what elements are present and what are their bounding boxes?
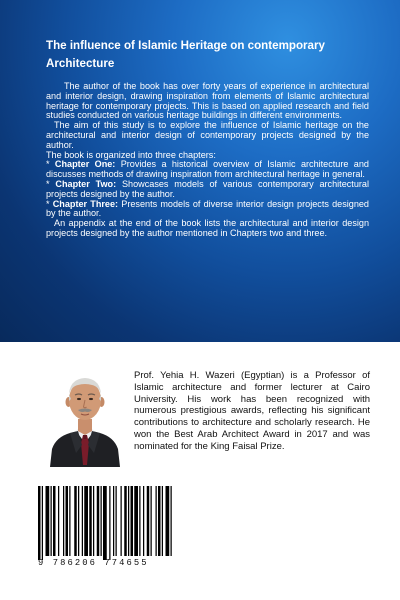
barcode-bar: [89, 486, 92, 556]
barcode-bar: [162, 486, 163, 556]
chapter-label: Chapter One:: [54, 159, 116, 170]
barcode-bar: [38, 486, 41, 560]
bullet: *: [46, 159, 55, 170]
bullet: *: [46, 198, 53, 209]
book-title: The influence of Islamic Heritage on contemporary Architecture: [46, 39, 325, 70]
barcode-bar: [51, 486, 52, 556]
chapter-item: [46, 200, 369, 220]
barcode-bar: [147, 486, 150, 556]
barcode-bar: [166, 486, 170, 556]
barcode-bar: [97, 486, 100, 556]
barcode-bar: [58, 486, 59, 556]
barcode-bar: [158, 486, 161, 556]
chapter-text: Provides a historical overview of Islamic architecture and discusses methods of drawing inspiration from architectural heritage in general.: [46, 159, 369, 180]
barcode-bar: [121, 486, 122, 556]
chapter-text: Showcases models of various contemporary architectural projects designed by the author.: [46, 178, 369, 199]
barcode-bar: [66, 486, 69, 556]
barcode-bar: [82, 486, 83, 556]
bullet: *: [46, 178, 56, 189]
barcode-bar: [93, 486, 94, 556]
barcode-bar: [113, 486, 114, 556]
barcode-bar: [116, 486, 117, 556]
barcode-bar: [46, 486, 50, 556]
barcode-bar: [171, 486, 172, 556]
barcode-bar: [143, 486, 144, 556]
barcode-bar: [103, 486, 107, 560]
author-bio: Prof. Yehia H. Wazeri (Egyptian) is a Professor of Islamic architecture and former lecturer at Cairo University. His work has been recognized with numerous prestigious awards, reflecting his significant contributions to architecture and scholarly research. He won the Best Arab Architect Award in 2017 and was nominated for the King Faisal Prize.: [134, 370, 370, 452]
isbn-number: 9 786206 774655: [38, 558, 149, 568]
barcode-bar: [139, 486, 140, 556]
barcode-bar: [124, 486, 127, 556]
chapter-text: Presents models of diverse interior design projects designed by the author.: [46, 198, 369, 219]
barcode-bar: [156, 486, 157, 556]
chapter-label: Chapter Three:: [52, 198, 119, 209]
chapter-item: [46, 160, 369, 180]
author-portrait-icon: [48, 369, 122, 467]
barcode-bar: [109, 486, 110, 560]
barcode-bar: [69, 486, 70, 556]
barcode-bar: [42, 486, 43, 560]
paragraph-appendix: An appendix at the end of the book lists the architectural and interior design projects designed by the author mentioned in Chapters two and three.: [46, 218, 369, 238]
barcode-bar: [131, 486, 134, 556]
chapter-item: [46, 180, 369, 200]
barcode-bar: [63, 486, 64, 556]
barcode-bar: [134, 486, 138, 556]
barcode-bar: [84, 486, 88, 556]
paragraph-aim: The aim of this study is to explore the influence of Islamic heritage on the architectural and interior design of contemporary projects designed by the author.: [46, 120, 369, 150]
author-portrait-graphic: [48, 369, 122, 467]
description: [46, 82, 369, 239]
paragraph-organization: The book is organized into three chapters:: [46, 149, 216, 160]
chapter-label: Chapter Two:: [55, 178, 117, 189]
barcode-bar: [101, 486, 102, 556]
barcode-bar: [128, 486, 129, 556]
paragraph-experience: The author of the book has over forty years of experience in architectural and interior design, drawing inspiration from elements of Islamic architectural heritage for contemporary projects. This is based on applied research and field studies conducted on various heritage buildings in different environments.: [46, 81, 369, 121]
barcode-bar: [78, 486, 79, 556]
barcode-bar: [74, 486, 77, 556]
barcode-bar: [151, 486, 152, 556]
barcode-bar: [53, 486, 56, 556]
